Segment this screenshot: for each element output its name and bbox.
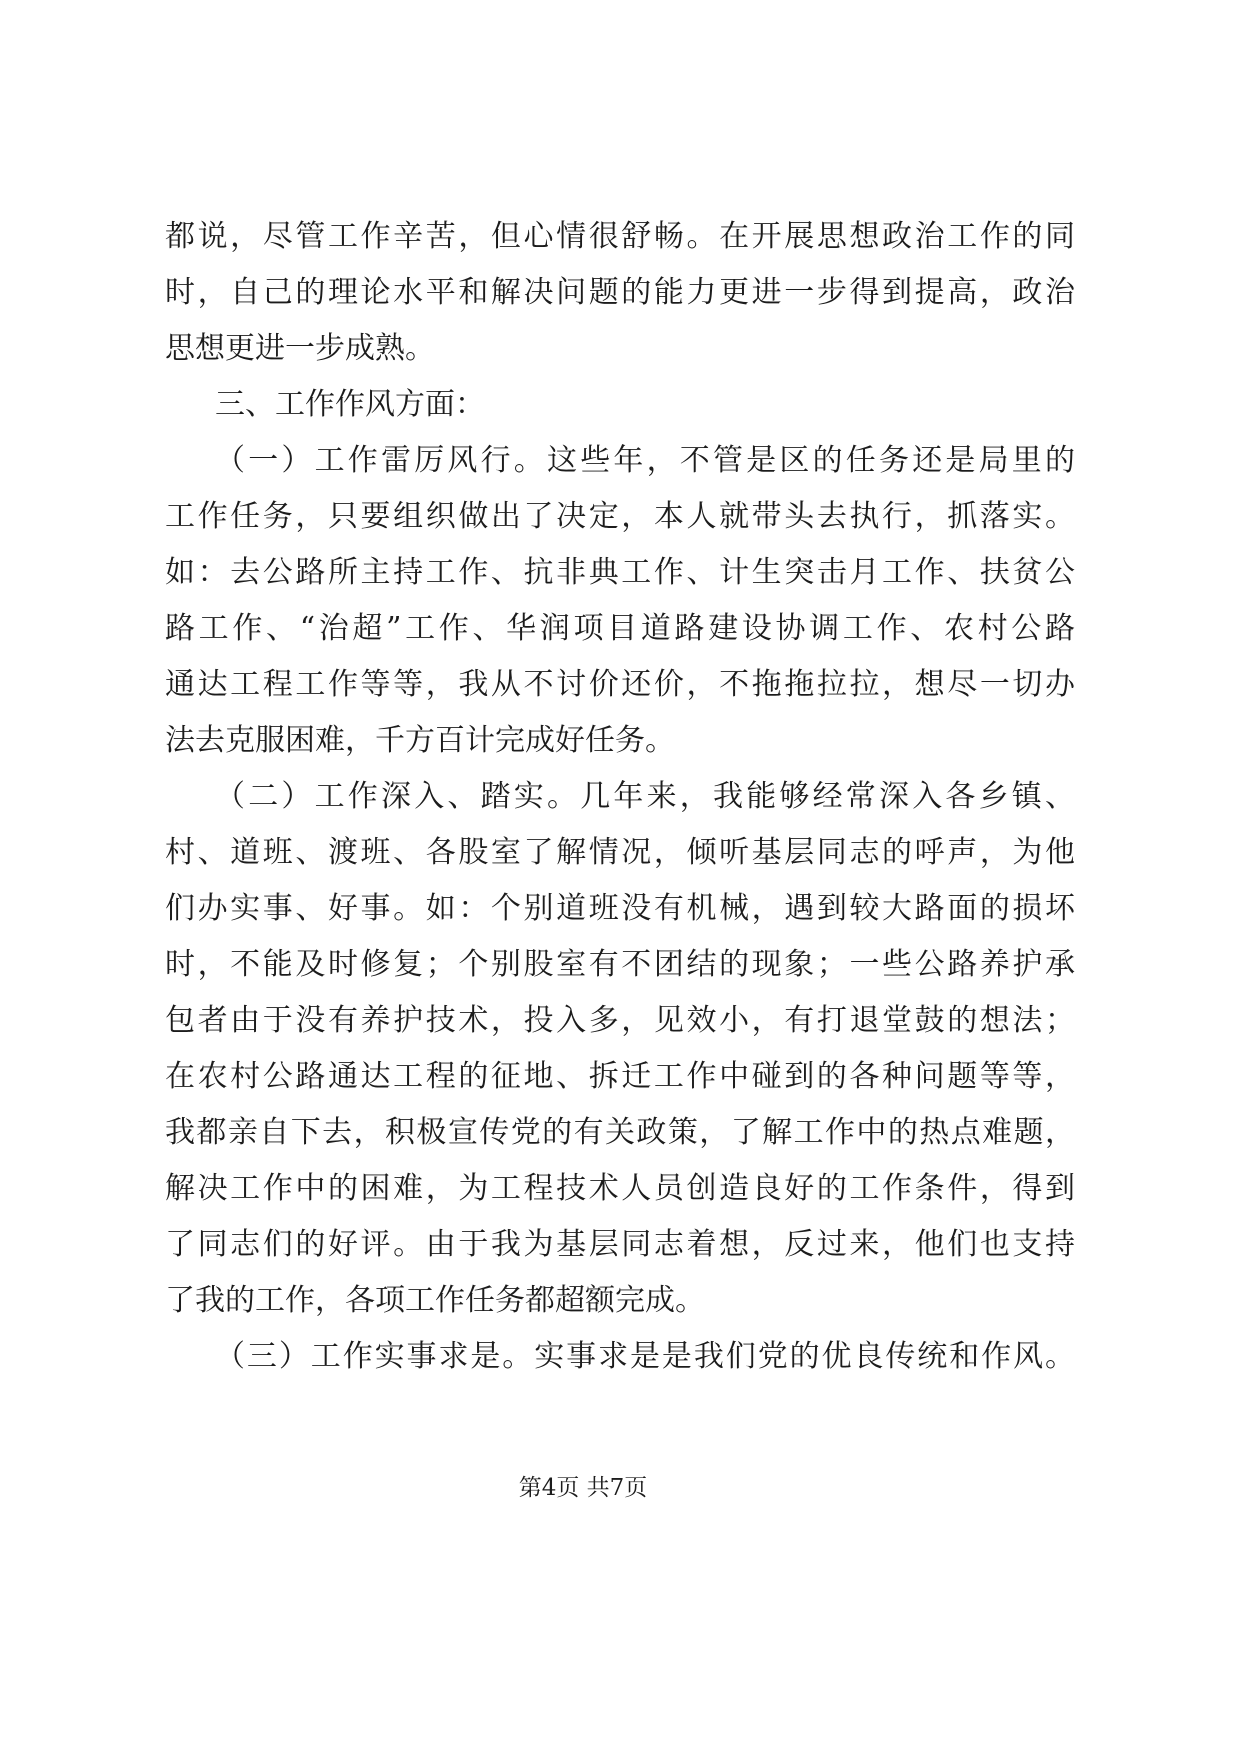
text-line: 工作任务，只要组织做出了决定，本人就带头去执行，抓落实。	[165, 499, 1075, 534]
text-line: （三）工作实事求是。实事求是是我们党的优良传统和作风。	[215, 1339, 1075, 1374]
text-line: 解决工作中的困难，为工程技术人员创造良好的工作条件，得到	[165, 1171, 1075, 1206]
text-line: 思想更进一步成熟。	[165, 331, 435, 366]
text-line: 了同志们的好评。由于我为基层同志着想，反过来，他们也支持	[165, 1227, 1075, 1262]
text-line: （二）工作深入、踏实。几年来，我能够经常深入各乡镇、	[215, 779, 1075, 814]
text-line: 们办实事、好事。如：个别道班没有机械，遇到较大路面的损坏	[165, 891, 1075, 926]
heading-line: 三、工作作风方面：	[215, 387, 485, 422]
text-line: 都说，尽管工作辛苦，但心情很舒畅。在开展思想政治工作的同	[165, 219, 1075, 254]
paragraph-continuation	[165, 209, 1075, 377]
text-line: 时，不能及时修复；个别股室有不团结的现象；一些公路养护承	[165, 947, 1075, 982]
text-line: 我都亲自下去，积极宣传党的有关政策，了解工作中的热点难题，	[165, 1115, 1075, 1150]
section-heading	[165, 377, 1075, 433]
text-line: 如：去公路所主持工作、抗非典工作、计生突击月工作、扶贫公	[165, 555, 1075, 590]
paragraph-item-3	[165, 1329, 1075, 1385]
page-footer: 第4页 共7页	[518, 1475, 648, 1501]
paragraph-item-2	[165, 769, 1075, 1329]
text-line: 时，自己的理论水平和解决问题的能力更进一步得到提高，政治	[165, 275, 1075, 310]
text-line: 路工作、“治超”工作、华润项目道路建设协调工作、农村公路	[165, 611, 1075, 646]
text-line: （一）工作雷厉风行。这些年，不管是区的任务还是局里的	[215, 443, 1075, 478]
text-line: 法去克服困难，千方百计完成好任务。	[165, 723, 675, 758]
text-line: 了我的工作，各项工作任务都超额完成。	[165, 1283, 705, 1318]
text-line: 通达工程工作等等，我从不讨价还价，不拖拖拉拉，想尽一切办	[165, 667, 1075, 702]
paragraph-item-1	[165, 433, 1075, 769]
text-line: 在农村公路通达工程的征地、拆迁工作中碰到的各种问题等等，	[165, 1059, 1075, 1094]
document-body	[165, 209, 1075, 1385]
text-line: 包者由于没有养护技术，投入多，见效小，有打退堂鼓的想法；	[165, 1003, 1075, 1038]
text-line: 村、道班、渡班、各股室了解情况，倾听基层同志的呼声，为他	[165, 835, 1075, 870]
